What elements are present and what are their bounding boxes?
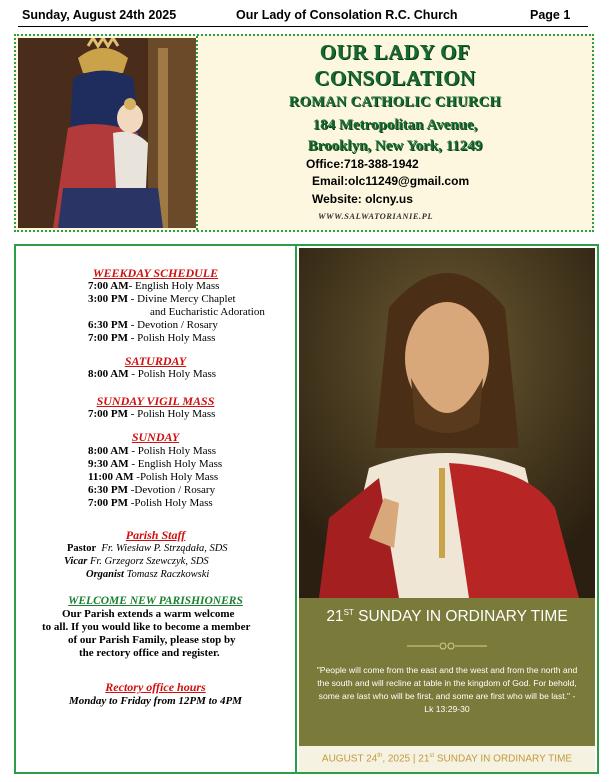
madonna-and-child-image (18, 38, 196, 228)
image-footer (299, 746, 595, 772)
masthead (14, 34, 594, 232)
office-phone: Office:718-388-1942 (306, 157, 419, 171)
welcome-line: of our Parish Family, please stop by (68, 634, 236, 646)
header-church-name: Our Lady of Consolation R.C. Church (236, 8, 458, 22)
church-address (198, 115, 592, 157)
church-name-line2: CONSOLATION (314, 66, 476, 90)
jesus-illustration (299, 248, 595, 598)
saturday-title: SATURDAY (124, 354, 187, 368)
sunday-item: 9:30 AM - English Holy Mass (88, 458, 223, 470)
schedule-panel (14, 244, 297, 774)
website[interactable]: Website: olcny.us (312, 192, 413, 206)
church-name-line1: OUR LADY OF (319, 40, 471, 64)
sunday-item: 11:00 AM -Polish Holy Mass (88, 471, 219, 483)
jesus-portrait-image (299, 248, 595, 598)
header-page-number: Page 1 (530, 8, 571, 22)
pastor-line: Pastor Fr. Wiesław P. Strządała, SDS (67, 543, 228, 554)
weekday-item: 7:00 PM - Polish Holy Mass (88, 332, 216, 344)
vigil-mass-title: SUNDAY VIGIL MASS (96, 394, 215, 408)
weekday-item: 7:00 AM- English Holy Mass (88, 280, 220, 292)
parish-staff-title: Parish Staff (125, 528, 186, 542)
sunday-banner (299, 598, 595, 746)
sunday-item: 8:00 AM - Polish Holy Mass (88, 445, 217, 457)
madonna-illustration (18, 38, 196, 228)
sunday-title: SUNDAY (131, 430, 180, 444)
scripture-quote: "People will come from the east and the west and from the north and the south and will recline at table in the kingdom of God. For behold, some are last who will be first, and some are first who will be last." - Lk 13:29-30 (316, 665, 578, 714)
vigil-item: 7:00 PM - Polish Holy Mass (88, 408, 216, 420)
email-address[interactable]: Email:olc11249@gmail.com (312, 174, 470, 188)
weekday-item: and Eucharistic Adoration (150, 306, 265, 318)
banner-title: 21ST SUNDAY IN ORDINARY TIME (326, 608, 568, 626)
welcome-line: to all. If you would like to become a member (42, 621, 251, 633)
sunday-image-panel (295, 244, 599, 774)
sunday-item: 6:30 PM -Devotion / Rosary (88, 484, 216, 496)
header-date: Sunday, August 24th 2025 (22, 8, 177, 22)
weekday-item: 3:00 PM - Divine Mercy Chaplet (88, 293, 236, 305)
rectory-hours: Monday to Friday from 12PM to 4PM (69, 695, 242, 707)
organist-line: Organist Tomasz Raczkowski (86, 569, 210, 580)
address-line2: Brooklyn, New York, 11249 (307, 138, 483, 154)
welcome-line: the rectory office and register. (79, 647, 220, 659)
welcome-line: Our Parish extends a warm welcome (62, 608, 235, 620)
church-subtitle: ROMAN CATHOLIC CHURCH (288, 94, 502, 110)
salwatorianie-url[interactable]: WWW.SALWATORIANIE.PL (318, 211, 434, 221)
vicar-line: Vicar Fr. Grzegorz Szewczyk, SDS (64, 556, 209, 567)
saturday-item: 8:00 AM - Polish Holy Mass (88, 368, 217, 380)
page-header (18, 6, 588, 27)
weekday-schedule-title: WEEKDAY SCHEDULE (92, 266, 219, 280)
ornament-divider-icon (407, 640, 487, 652)
image-footer-text: AUGUST 24th, 2025 | 21st SUNDAY IN ORDINARY TIME (321, 753, 573, 765)
sunday-item: 7:00 PM -Polish Holy Mass (88, 497, 213, 509)
welcome-title: WELCOME NEW PARISHIONERS (68, 595, 243, 607)
church-name (198, 39, 592, 91)
address-line1: 184 Metropolitan Avenue, (312, 117, 478, 133)
rectory-hours-title: Rectory office hours (105, 680, 206, 694)
weekday-item: 6:30 PM - Devotion / Rosary (88, 319, 218, 331)
